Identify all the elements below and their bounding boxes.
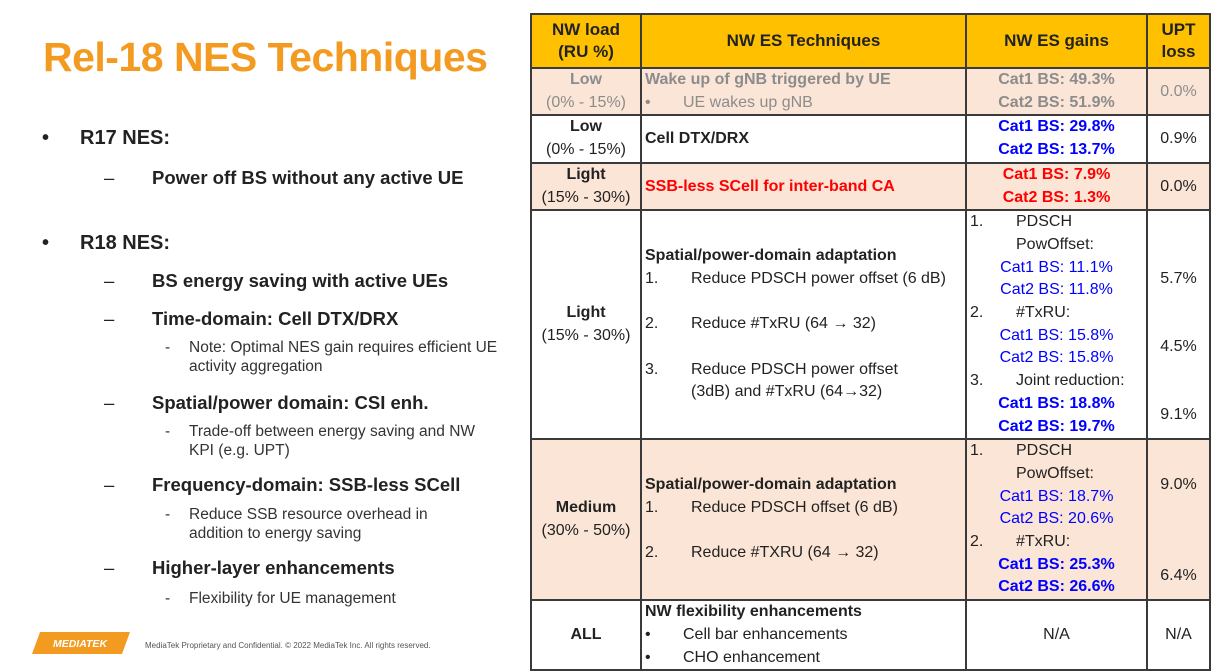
r18-item-text: Frequency-domain: SSB-less SCell	[152, 474, 461, 495]
load-label: Low	[570, 118, 602, 136]
technique-item-cont: (3dB) and #TxRU (64→32)	[691, 383, 883, 401]
gain-cat2: Cat2 BS: 13.7%	[998, 141, 1115, 159]
slide-title: Rel-18 NES Techniques	[43, 34, 488, 80]
gain-cat1: Cat1 BS: 11.1%	[1000, 258, 1113, 276]
nes-table	[530, 13, 1211, 671]
upt-value: 5.7%	[1160, 269, 1197, 287]
technique-item: Reduce #TXRU (64 → 32)	[691, 544, 879, 562]
list-number: 2.	[645, 315, 659, 333]
technique-item: Reduce PDSCH offset (6 dB)	[691, 499, 898, 517]
load-range: (0% - 15%)	[545, 141, 627, 159]
r18-item-text: Spatial/power domain: CSI enh.	[152, 392, 429, 413]
gain-cat2: Cat2 BS: 11.8%	[1000, 281, 1113, 299]
list-number: 2.	[970, 304, 984, 322]
r18-item	[104, 392, 429, 414]
footer-copyright: MediaTek Proprietary and Confidential. © 2022 MediaTek Inc. All rights reserved.	[145, 641, 431, 650]
r17-label: R17 NES:	[80, 127, 171, 149]
gain-cell	[966, 163, 1147, 210]
r18-item-text: BS energy saving with active UEs	[152, 270, 449, 291]
dash-icon: –	[104, 167, 115, 188]
gain-label: PDSCH	[1016, 442, 1073, 460]
gain-cell	[966, 115, 1147, 162]
r18-item-text: Higher-layer enhancements	[152, 557, 395, 578]
gain-cat1: Cat1 BS: 18.7%	[999, 487, 1114, 505]
load-range: (15% - 30%)	[541, 326, 631, 344]
load-cell: ALL	[531, 600, 641, 670]
header-upt-line2: loss	[1161, 42, 1196, 61]
header-upt-loss	[1147, 14, 1210, 68]
dash-icon: –	[104, 557, 115, 578]
technique-item: Reduce PDSCH power offset	[691, 360, 898, 378]
gain-cat2: Cat2 BS: 51.9%	[998, 93, 1115, 111]
list-number: 2.	[970, 533, 984, 551]
table-row	[531, 68, 1210, 115]
list-number: 1.	[970, 442, 984, 460]
gain-cell: N/A	[966, 600, 1147, 670]
r18-item	[104, 308, 399, 330]
load-label: Low	[570, 71, 602, 88]
table-row	[531, 600, 1210, 670]
bullet-icon: •	[645, 648, 651, 666]
technique-item: Reduce #TxRU (64 → 32)	[691, 315, 876, 333]
r18-subitem	[165, 589, 509, 608]
r18-subitem-text: Reduce SSB resource overhead in addition to energy saving	[189, 506, 428, 542]
gain-cat2: Cat2 BS: 15.8%	[999, 349, 1114, 367]
technique-title: Spatial/power-domain adaptation	[645, 476, 897, 494]
r17-item-text: Power off BS without any active UE	[152, 167, 464, 188]
r18-item-text: Time-domain: Cell DTX/DRX	[152, 308, 399, 329]
gain-cat1: Cat1 BS: 29.8%	[998, 118, 1115, 136]
upt-value: 9.0%	[1160, 476, 1197, 494]
r18-item	[104, 270, 449, 292]
upt-value: 9.1%	[1160, 406, 1197, 424]
technique-cell: Cell DTX/DRX	[641, 115, 966, 162]
gain-label-cont: PowOffset:	[1016, 464, 1094, 482]
r18-subitem-text: Trade-off between energy saving and NW KPI (e.g. UPT)	[189, 423, 476, 459]
gain-cat2: Cat2 BS: 20.6%	[999, 510, 1114, 528]
gain-cat1: Cat1 BS: 15.8%	[999, 326, 1114, 344]
gain-cell	[966, 439, 1147, 600]
load-range: (15% - 30%)	[541, 188, 631, 206]
bullet-icon: •	[42, 232, 50, 254]
upt-cell: 0.9%	[1147, 115, 1210, 162]
load-cell	[531, 115, 641, 162]
gain-label: Joint reduction:	[1016, 372, 1125, 390]
gain-label-cont: PowOffset:	[1016, 235, 1094, 253]
header-techniques: NW ES Techniques	[641, 14, 966, 68]
r18-subitem	[165, 338, 509, 376]
list-number: 1.	[645, 269, 659, 287]
header-nw-load-line1: NW load	[552, 20, 620, 39]
upt-value: 6.4%	[1160, 567, 1197, 585]
load-label: Light	[566, 165, 606, 183]
header-nw-load	[531, 14, 641, 68]
load-cell	[531, 68, 641, 115]
r18-item	[104, 557, 395, 579]
table-row	[531, 439, 1210, 600]
gain-label: #TxRU:	[1016, 304, 1071, 322]
upt-cell: 0.0%	[1147, 68, 1210, 115]
list-number: 3.	[970, 372, 984, 390]
hyphen-icon: -	[165, 423, 171, 440]
technique-item: Reduce PDSCH power offset (6 dB)	[691, 269, 946, 287]
table-row	[531, 210, 1210, 439]
technique-cell	[641, 439, 966, 600]
bullet-icon: •	[645, 625, 651, 643]
technique-cell: SSB-less SCell for inter-band CA	[641, 163, 966, 210]
gain-cat1: Cat1 BS: 18.8%	[998, 394, 1115, 412]
gain-label: #TxRU:	[1016, 533, 1071, 551]
r17-item	[104, 167, 464, 189]
table-row	[531, 163, 1210, 210]
dash-icon: –	[104, 474, 115, 495]
table-header-row	[531, 14, 1210, 68]
technique-bullet: CHO enhancement	[683, 648, 820, 666]
technique-title: Wake up of gNB triggered by UE	[645, 71, 891, 88]
gain-cat1: Cat1 BS: 25.3%	[998, 555, 1115, 573]
upt-cell	[1147, 439, 1210, 600]
upt-value: 4.5%	[1160, 338, 1197, 356]
load-range: (30% - 50%)	[541, 521, 631, 539]
table-row	[531, 115, 1210, 162]
gain-cat2: Cat2 BS: 19.7%	[998, 417, 1115, 435]
r18-subitem	[165, 505, 469, 543]
gain-cat2: Cat2 BS: 1.3%	[1002, 188, 1111, 206]
list-number: 3.	[645, 360, 659, 378]
gain-cell	[966, 210, 1147, 439]
dash-icon: –	[104, 392, 115, 413]
r18-subitem-text: Note: Optimal NES gain requires efficient UE activity aggregation	[189, 339, 498, 375]
technique-title: Spatial/power-domain adaptation	[645, 247, 897, 265]
technique-cell	[641, 68, 966, 115]
gain-cat1: Cat1 BS: 7.9%	[1002, 165, 1111, 183]
header-gains: NW ES gains	[966, 14, 1147, 68]
technique-bullet: UE wakes up gNB	[683, 93, 813, 111]
r18-subitem	[165, 422, 489, 460]
gain-cat2: Cat2 BS: 26.6%	[998, 578, 1115, 596]
mediatek-logo	[32, 632, 130, 654]
gain-cell	[966, 68, 1147, 115]
r18-label: R18 NES:	[80, 232, 171, 254]
list-number: 1.	[645, 499, 659, 517]
bullet-icon: •	[645, 93, 651, 111]
header-nw-load-line2: (RU %)	[558, 42, 614, 61]
bullet-icon: •	[42, 127, 50, 149]
load-range: (0% - 15%)	[545, 93, 627, 111]
list-number: 2.	[645, 544, 659, 562]
header-upt-line1: UPT	[1161, 20, 1196, 39]
load-cell	[531, 210, 641, 439]
technique-cell	[641, 210, 966, 439]
r17-heading	[42, 127, 171, 150]
gain-label: PDSCH	[1016, 213, 1073, 231]
list-number: 1.	[970, 213, 984, 231]
hyphen-icon: -	[165, 339, 171, 356]
technique-title: NW flexibility enhancements	[645, 603, 862, 621]
technique-bullet: Cell bar enhancements	[683, 625, 848, 643]
technique-cell	[641, 600, 966, 670]
dash-icon: –	[104, 270, 115, 291]
upt-cell: 0.0%	[1147, 163, 1210, 210]
r18-item	[104, 474, 461, 496]
load-cell	[531, 163, 641, 210]
upt-cell: N/A	[1147, 600, 1210, 670]
gain-cat1: Cat1 BS: 49.3%	[998, 71, 1115, 88]
hyphen-icon: -	[165, 590, 171, 607]
load-label: Light	[566, 304, 606, 322]
load-cell	[531, 439, 641, 600]
dash-icon: –	[104, 308, 115, 329]
r18-subitem-text: Flexibility for UE management	[189, 590, 396, 607]
r18-heading	[42, 232, 171, 255]
load-label: Medium	[555, 499, 617, 516]
upt-cell	[1147, 210, 1210, 439]
svg-text:MEDIATEK: MEDIATEK	[52, 638, 108, 650]
hyphen-icon: -	[165, 506, 171, 523]
